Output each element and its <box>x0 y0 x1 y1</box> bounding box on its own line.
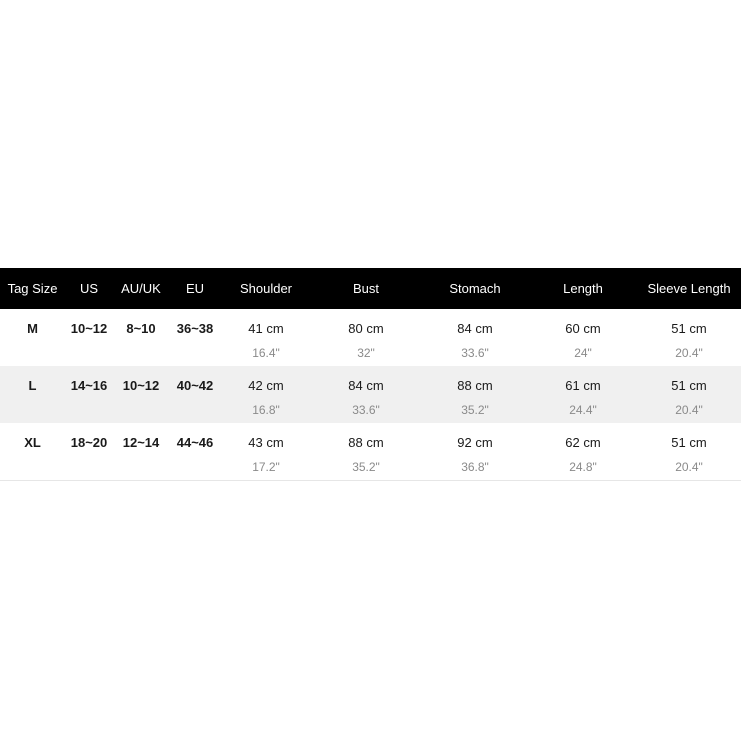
shoulder-inch-cell: 16.4" <box>252 345 280 360</box>
au-uk-size-cell: 8~10 <box>126 321 156 336</box>
header-us: US <box>79 281 99 296</box>
size-chart-table <box>0 268 741 481</box>
table-row-inches <box>0 453 741 481</box>
tag-size-cell: L <box>0 366 65 396</box>
table-row <box>0 366 741 396</box>
header-sleeve-length: Sleeve Length <box>647 281 731 296</box>
shoulder-inch-cell: 16.8" <box>221 396 311 423</box>
length-inch-cell: 24" <box>574 345 592 360</box>
table-row <box>0 309 741 339</box>
eu-size-cell: 36~38 <box>176 321 214 336</box>
header-row <box>0 268 741 309</box>
sleeve-length-inch-cell: 20.4" <box>637 453 741 481</box>
shoulder-cm-cell: 42 cm <box>221 366 311 396</box>
header-stomach: Stomach <box>449 281 501 296</box>
sleeve-length-cm-cell: 51 cm <box>671 321 707 336</box>
length-cm-cell: 60 cm <box>565 321 601 336</box>
stomach-inch-cell: 35.2" <box>421 396 529 423</box>
tag-size-cell: XL <box>24 435 41 450</box>
us-size-cell: 18~20 <box>70 435 108 450</box>
length-cm-cell: 62 cm <box>565 435 601 450</box>
shoulder-cm-cell: 43 cm <box>248 435 284 450</box>
shoulder-cm-cell: 41 cm <box>248 321 284 336</box>
header-length: Length <box>563 281 603 296</box>
length-inch-cell: 24.8" <box>529 453 637 481</box>
header-eu: EU <box>185 281 205 296</box>
table-row-inches <box>0 339 741 366</box>
sleeve-length-cm-cell: 51 cm <box>637 366 741 396</box>
sleeve-length-inch-cell: 20.4" <box>637 396 741 423</box>
au-uk-size-cell: 12~14 <box>122 435 160 450</box>
stomach-cm-cell: 84 cm <box>457 321 493 336</box>
length-inch-cell: 24.4" <box>529 396 637 423</box>
tag-size-cell: M <box>27 321 38 336</box>
bust-inch-cell: 32" <box>357 345 375 360</box>
header-shoulder: Shoulder <box>239 281 293 296</box>
header-tag-size: Tag Size <box>7 281 58 296</box>
us-size-cell: 14~16 <box>65 366 113 396</box>
sleeve-length-cm-cell: 51 cm <box>671 435 707 450</box>
bust-cm-cell: 80 cm <box>348 321 384 336</box>
eu-size-cell: 40~42 <box>169 366 221 396</box>
bust-inch-cell: 35.2" <box>311 453 421 481</box>
header-au-uk: AU/UK <box>121 281 161 296</box>
bust-cm-cell: 88 cm <box>348 435 384 450</box>
eu-size-cell: 44~46 <box>176 435 214 450</box>
stomach-cm-cell: 88 cm <box>421 366 529 396</box>
table-row <box>0 423 741 453</box>
length-cm-cell: 61 cm <box>529 366 637 396</box>
us-size-cell: 10~12 <box>70 321 108 336</box>
table-row-inches <box>0 396 741 423</box>
bust-cm-cell: 84 cm <box>311 366 421 396</box>
stomach-cm-cell: 92 cm <box>457 435 493 450</box>
shoulder-inch-cell: 17.2" <box>221 453 311 481</box>
header-bust: Bust <box>352 281 379 296</box>
bust-inch-cell: 33.6" <box>311 396 421 423</box>
sleeve-length-inch-cell: 20.4" <box>675 345 703 360</box>
au-uk-size-cell: 10~12 <box>113 366 169 396</box>
stomach-inch-cell: 33.6" <box>461 345 489 360</box>
stomach-inch-cell: 36.8" <box>421 453 529 481</box>
